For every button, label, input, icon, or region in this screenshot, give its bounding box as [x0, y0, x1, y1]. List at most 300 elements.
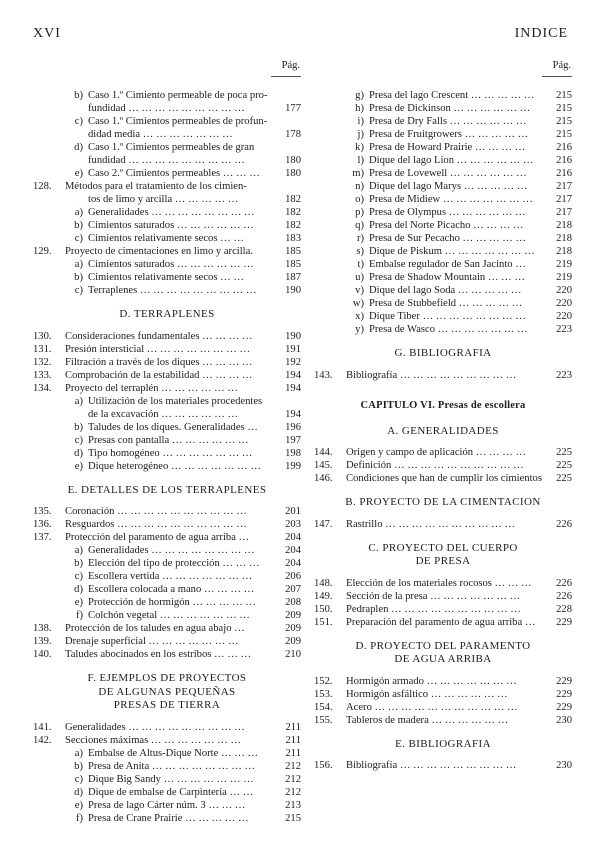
spacer [314, 510, 572, 518]
entry-title: Cimientos saturados … … … … … … [88, 259, 254, 270]
page-ref: 218 [556, 246, 572, 257]
entry-number: 146. [314, 473, 333, 484]
entry-letter: y) [355, 324, 364, 335]
entry-title: Acero … … … … … … … … … … … [346, 701, 518, 713]
page-ref: 197 [285, 434, 301, 446]
entry-title: Dique del lago Soda … … … … … [369, 285, 522, 296]
entry-number: 147. [314, 518, 333, 530]
page-ref: 206 [285, 571, 301, 582]
entry-line [33, 271, 273, 284]
entry-letter: b) [74, 760, 83, 772]
entry-title: Proyecto de cimentaciones en limo y arcilla. [65, 246, 253, 257]
entry-letter: c) [74, 116, 83, 127]
page-ref: 215 [556, 90, 572, 101]
entry-line [33, 622, 273, 635]
page-ref: 223 [556, 369, 572, 381]
entry-number: 155. [314, 714, 333, 726]
entry-line [33, 356, 273, 369]
section-heading-line: A. GENERALIDADES [387, 424, 499, 437]
entry-letter: a) [74, 747, 83, 759]
entry-line [314, 590, 544, 603]
page-ref: 215 [556, 129, 572, 140]
toc-entry [33, 356, 301, 369]
entry-line [33, 760, 273, 773]
entry-title: Presión intersticial … … … … … … … … [65, 343, 251, 355]
entry-number: 153. [314, 688, 333, 700]
page-ref: 199 [285, 460, 301, 472]
entry-line [314, 245, 544, 258]
entry-title: Presa de Dickinson … … … … … … [369, 103, 531, 114]
toc-subentry [33, 544, 301, 557]
entry-line [33, 180, 273, 193]
toc-entry [314, 369, 572, 382]
page-ref: 190 [285, 330, 301, 342]
entry-number: 144. [314, 447, 333, 458]
entry-line [33, 648, 273, 661]
page-ref: 204 [285, 558, 301, 569]
entry-letter: d) [74, 447, 83, 459]
entry-line [33, 799, 273, 812]
entry-number: 143. [314, 369, 333, 381]
entry-line [33, 596, 273, 609]
entry-letter: a) [74, 395, 83, 407]
entry-title: Presa de Fruitgrowers … … … … … [369, 129, 529, 140]
entry-line [33, 786, 273, 799]
entry-line [33, 812, 273, 825]
toc-subentry [33, 583, 301, 596]
entry-number: 130. [33, 330, 52, 342]
right-entry-list [314, 89, 572, 772]
spacer [314, 438, 572, 446]
entry-number: 151. [314, 616, 333, 628]
entry-letter: p) [355, 207, 364, 218]
toc-subentry [33, 773, 301, 786]
toc-entry [314, 577, 572, 590]
spacer [314, 361, 572, 369]
entry-line [33, 369, 273, 382]
section-heading [314, 640, 572, 667]
entry-title: Dique Big Sandy … … … … … … … [88, 773, 254, 785]
toc-subentry [314, 167, 572, 180]
page-ref: 201 [285, 506, 301, 517]
toc-entry [314, 603, 572, 616]
page-ref: 230 [556, 714, 572, 726]
section-heading [314, 425, 572, 439]
toc-subentry [314, 154, 572, 167]
page-ref: 215 [556, 116, 572, 127]
toc-subentry [33, 570, 301, 583]
entry-letter: b) [74, 90, 83, 101]
entry-line [314, 577, 544, 590]
toc-entry [33, 382, 301, 395]
left-entry-list [33, 89, 301, 825]
toc-entry [33, 518, 301, 531]
page-ref: 196 [285, 421, 301, 433]
entry-title: Bibliografía … … … … … … … … … [346, 369, 517, 381]
right-column [314, 60, 572, 772]
entry-title: Presa de Anita … … … … … … … … [88, 760, 256, 772]
entry-letter: h) [355, 103, 364, 114]
entry-title: Dique de embalse de Carpintería … … [88, 786, 254, 798]
entry-title: Generalidades … … … … … … … … … [65, 721, 245, 733]
entry-title: Rastrillo … … … … … … … … … … [346, 518, 515, 530]
entry-title: Generalidades … … … … … … … … [88, 545, 255, 556]
entry-title: Presa de Midiew … … … … … … … [369, 194, 533, 205]
page-ref: 203 [285, 519, 301, 530]
entry-line [33, 635, 273, 648]
entry-letter: o) [355, 194, 364, 205]
page-ref: 182 [285, 220, 301, 231]
page-ref: 229 [556, 616, 572, 628]
entry-letter: c) [74, 233, 83, 244]
page-ref: 194 [285, 408, 301, 420]
entry-title: Presa de lago Cárter núm. 3 … … … [88, 799, 246, 811]
entry-letter: b) [74, 558, 83, 569]
page-ref: 185 [285, 259, 301, 270]
page-ref: 218 [556, 220, 572, 231]
toc-subentry [33, 284, 301, 297]
entry-letter: d) [74, 786, 83, 798]
toc-entry [33, 505, 301, 518]
toc-entry [314, 459, 572, 472]
toc-subentry [33, 434, 301, 447]
entry-line [314, 675, 544, 688]
entry-number: 140. [33, 649, 52, 660]
entry-letter: a) [74, 545, 83, 556]
toc-subentry [33, 206, 301, 219]
toc-subentry [33, 812, 301, 825]
entry-number: 136. [33, 519, 52, 530]
entry-letter: e) [74, 597, 83, 608]
entry-line [33, 232, 273, 245]
entry-line [33, 557, 273, 570]
entry-line [33, 734, 273, 747]
page-ref: 209 [285, 623, 301, 634]
entry-line [33, 747, 273, 760]
toc-subentry [314, 115, 572, 128]
pag-rule [271, 76, 301, 77]
toc-subentry [314, 258, 572, 271]
toc-subentry [33, 258, 301, 271]
section-heading-line: DE AGUA ARRIBA [394, 653, 492, 665]
entry-title: Embalse regulador de San Jacinto … [369, 259, 526, 270]
entry-number: 152. [314, 675, 333, 687]
entry-line [33, 245, 273, 258]
entry-number: 154. [314, 701, 333, 713]
page-ref: 211 [285, 747, 301, 759]
toc-entry [33, 721, 301, 734]
toc-entry [314, 759, 572, 772]
page-ref: 185 [285, 246, 301, 257]
entry-title: Caso 1.º Cimiento permeable de poca pro- [88, 90, 268, 101]
page-ref: 208 [285, 597, 301, 608]
entry-title: Preparación del paramento de agua arriba … [346, 616, 536, 628]
page-ref: 190 [285, 285, 301, 296]
entry-line [314, 472, 544, 485]
entry-letter: t) [357, 259, 364, 270]
entry-number: 135. [33, 506, 52, 517]
entry-title: Dique del lago Marys … … … … … [369, 181, 528, 192]
entry-letter: f) [75, 610, 83, 621]
entry-continuation: fundidad … … … … … … … … … [88, 155, 245, 166]
entry-letter: q) [355, 220, 364, 231]
entry-number: 138. [33, 623, 52, 634]
toc-subentry [33, 232, 301, 245]
entry-number: 141. [33, 721, 52, 733]
page-ref: 223 [556, 324, 572, 335]
entry-title: Consideraciones fundamentales … … … … [65, 330, 253, 342]
entry-line [314, 446, 544, 459]
entry-line [33, 460, 273, 473]
page-ref: 229 [556, 675, 572, 687]
entry-line [314, 714, 544, 727]
entry-continuation: de la excavación … … … … … … [88, 408, 239, 420]
entry-title: Presa de Wasco … … … … … … … [369, 324, 528, 335]
toc-subentry [314, 89, 572, 102]
page-ref: 215 [556, 103, 572, 114]
entry-letter: n) [355, 181, 364, 192]
toc-subentry [33, 395, 301, 421]
entry-continuation: fundidad … … … … … … … … … [88, 103, 245, 114]
entry-letter: c) [74, 434, 83, 446]
entry-letter: l) [357, 155, 364, 166]
entry-line [33, 382, 273, 395]
section-heading-line: DE ALGUNAS PEQUEÑAS [98, 685, 236, 698]
entry-title: Presa de Shadow Mountain … … … [369, 272, 525, 283]
toc-entry [33, 369, 301, 382]
entry-letter: g) [355, 90, 364, 101]
entry-line [33, 505, 273, 518]
entry-letter: b) [74, 220, 83, 231]
toc-entry [314, 590, 572, 603]
spacer [314, 336, 572, 347]
toc-subentry [314, 245, 572, 258]
entry-line [314, 206, 544, 219]
entry-number: 131. [33, 343, 52, 355]
page-ref: 229 [556, 688, 572, 700]
entry-number: 133. [33, 369, 52, 381]
page-ref: 194 [285, 369, 301, 381]
entry-title: Presa de Lovewell … … … … … … [369, 168, 527, 179]
pag-label: Pág. [281, 60, 300, 71]
entry-title: Presa de Dry Falls … … … … … … [369, 116, 527, 127]
entry-line [33, 89, 273, 102]
toc-subentry [314, 128, 572, 141]
entry-line [314, 688, 544, 701]
entry-line [314, 167, 544, 180]
entry-line [314, 271, 544, 284]
entry-line [33, 284, 273, 297]
toc-entry [33, 734, 301, 747]
entry-title: Presa de Crane Prairie … … … … … [88, 812, 249, 824]
toc-subentry [33, 219, 301, 232]
entry-line [33, 330, 273, 343]
page-ref: 180 [285, 168, 301, 179]
entry-letter: b) [74, 421, 83, 433]
page-ref: 225 [556, 473, 572, 484]
toc-subentry [33, 609, 301, 622]
left-column [33, 60, 301, 825]
entry-number: 129. [33, 246, 52, 257]
page-ref: 210 [285, 649, 301, 660]
page-ref: 180 [285, 155, 301, 166]
section-heading [33, 308, 301, 322]
page-ref: 216 [556, 155, 572, 166]
toc-subentry [314, 284, 572, 297]
page-ref: 225 [556, 460, 572, 471]
section-heading [314, 738, 572, 752]
toc-subentry [33, 271, 301, 284]
entry-line [33, 570, 273, 583]
entry-line [314, 616, 544, 629]
entry-letter: r) [356, 233, 364, 244]
entry-line [33, 219, 273, 232]
page-ref: 226 [556, 518, 572, 530]
page-ref: 182 [285, 207, 301, 218]
toc-entry [314, 701, 572, 714]
toc-subentry [33, 747, 301, 760]
entry-title: Dique del lago Lion … … … … … … [369, 155, 534, 166]
page-ref: 217 [556, 194, 572, 205]
entry-line [314, 180, 544, 193]
section-heading-line: C. PROYECTO DEL CUERPO [368, 541, 518, 554]
section-heading-line: G. BIBLIOGRAFIA [394, 347, 492, 359]
chapter-heading: CAPITULO VI. Presas de escollera [360, 399, 526, 411]
entry-line [314, 154, 544, 167]
page-ref: 198 [285, 447, 301, 459]
page-ref: 217 [556, 181, 572, 192]
page-ref: 204 [285, 545, 301, 556]
entry-line [314, 219, 544, 232]
entry-line [314, 193, 544, 206]
entry-letter: a) [74, 207, 83, 218]
page-ref: 204 [285, 532, 301, 543]
spacer [314, 569, 572, 577]
entry-line [314, 141, 544, 154]
section-heading [33, 672, 301, 713]
entry-letter: j) [357, 129, 364, 140]
entry-line [33, 609, 273, 622]
entry-title: Definición … … … … … … … … … … [346, 460, 524, 471]
entry-title: Protección del paramento de agua arriba … [65, 532, 250, 543]
entry-line [33, 583, 273, 596]
entry-title: Embalse de Altus-Dique Norte … … … [88, 747, 259, 759]
toc-entry [314, 714, 572, 727]
entry-letter: e) [74, 168, 83, 179]
entry-number: 156. [314, 760, 333, 771]
spacer [314, 411, 572, 425]
page-ref: 213 [285, 799, 301, 811]
toc-entry [33, 622, 301, 635]
entry-line [33, 773, 273, 786]
entry-line [33, 141, 273, 154]
entry-line [314, 115, 544, 128]
entry-title: Dique heterogéneo … … … … … … … [88, 460, 261, 472]
page-ref: 177 [285, 103, 301, 114]
toc-entry [33, 343, 301, 356]
toc-entry [314, 472, 572, 485]
entry-line [33, 531, 273, 544]
page-ref: 178 [285, 129, 301, 140]
entry-line [33, 343, 273, 356]
entry-line [33, 395, 273, 408]
section-heading [33, 484, 301, 498]
toc-subentry [33, 89, 301, 115]
entry-line [33, 447, 273, 460]
entry-letter: f) [75, 812, 83, 824]
section-heading [314, 542, 572, 569]
entry-title: Cimientos relativamente secos … … [88, 233, 244, 244]
page-ref: 230 [556, 760, 572, 771]
spacer [314, 751, 572, 759]
entry-title: Pedraplen … … … … … … … … … … [346, 603, 521, 615]
entry-line [314, 701, 544, 714]
page-ref: 182 [285, 194, 301, 205]
entry-title: Utilización de los materiales procedentes [88, 395, 263, 407]
toc-entry [314, 688, 572, 701]
entry-title: Coronación … … … … … … … … … … [65, 506, 247, 517]
toc-subentry [33, 167, 301, 180]
entry-title: Resguardos … … … … … … … … … … [65, 519, 247, 530]
entry-title: Dique Tiber … … … … … … … … [369, 311, 526, 322]
page-ref: 192 [285, 356, 301, 368]
entry-title: Escollera vertida … … … … … … … [88, 571, 253, 582]
spacer [33, 473, 301, 484]
entry-line [314, 284, 544, 297]
running-title: INDICE [514, 26, 568, 41]
page-ref: 225 [556, 447, 572, 458]
entry-letter: x) [355, 311, 364, 322]
entry-letter: d) [74, 584, 83, 595]
page-ref: 220 [556, 298, 572, 309]
entry-title: Métodos para el tratamiento de los cimien- [65, 181, 247, 192]
toc-subentry [314, 232, 572, 245]
toc-subentry [314, 219, 572, 232]
page-ref: 226 [556, 577, 572, 589]
entry-line [33, 258, 273, 271]
entry-letter: c) [74, 773, 83, 785]
entry-continuation: didad media … … … … … … … [88, 129, 233, 140]
toc-subentry [314, 180, 572, 193]
section-heading-line: E. DETALLES DE LOS TERRAPLENES [67, 483, 267, 496]
page-ref: 194 [285, 382, 301, 394]
section-heading-line: E. BIBLIOGRAFIA [395, 737, 491, 750]
toc-subentry [33, 760, 301, 773]
entry-line [314, 89, 544, 102]
entry-title: Terraplenes … … … … … … … … … [88, 285, 257, 296]
toc-subentry [33, 799, 301, 812]
spacer [33, 497, 301, 505]
page-ref: 229 [556, 701, 572, 713]
entry-line [314, 759, 544, 772]
toc-entry [33, 180, 301, 206]
entry-line [314, 258, 544, 271]
section-heading-line: PRESAS DE TIERRA [113, 699, 221, 711]
toc-entry [33, 245, 301, 258]
page-ref: 212 [285, 760, 301, 772]
entry-number: 137. [33, 532, 52, 543]
spacer [314, 485, 572, 496]
entry-letter: k) [355, 142, 364, 153]
entry-line [33, 421, 273, 434]
toc-entry [314, 675, 572, 688]
page-ref: 217 [556, 207, 572, 218]
page-ref: 228 [556, 603, 572, 615]
pag-label: Pág. [552, 60, 571, 71]
entry-title: Cimientos saturados … … … … … … [88, 220, 254, 231]
spacer [314, 531, 572, 542]
entry-title: Cimientos relativamente secos … … [88, 272, 244, 283]
